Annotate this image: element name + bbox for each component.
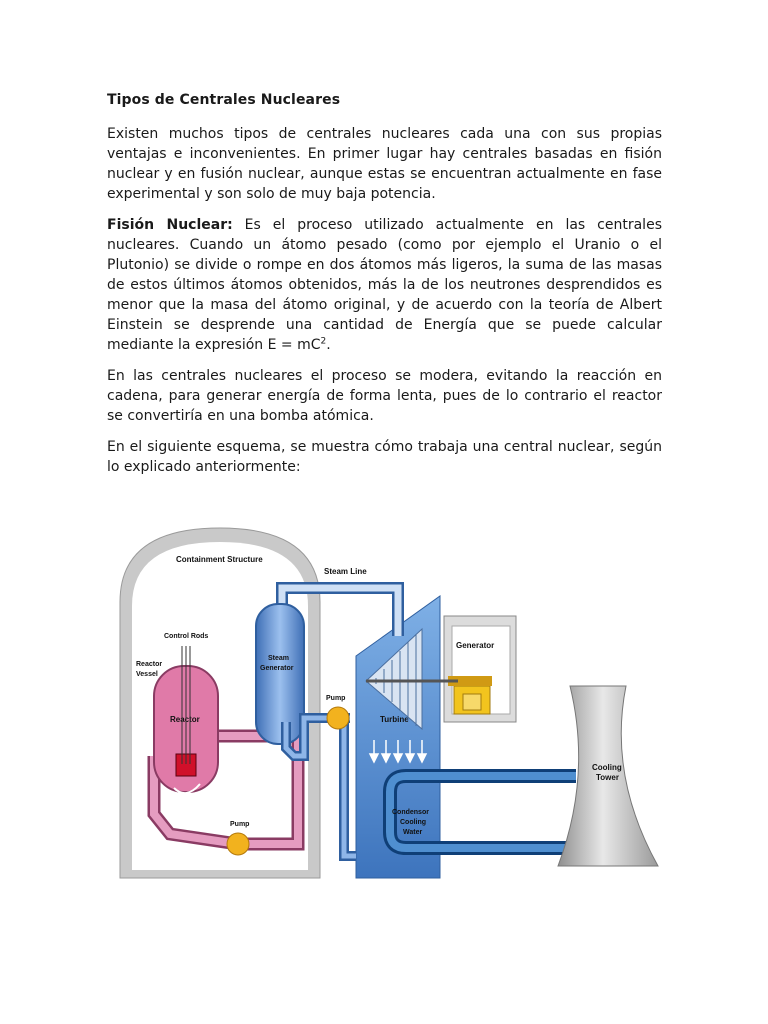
pump-bottom-icon bbox=[227, 833, 249, 855]
page-title: Tipos de Centrales Nucleares bbox=[107, 92, 341, 108]
reactor-label: Reactor bbox=[170, 715, 200, 724]
fission-paragraph bbox=[107, 215, 662, 355]
condenser-label-2: Cooling bbox=[400, 819, 427, 826]
generator-label: Generator bbox=[456, 641, 495, 650]
reactor-vessel-label-2: Vessel bbox=[136, 671, 158, 678]
pump-bottom-label: Pump bbox=[230, 821, 250, 828]
steam-generator-label-1: Steam bbox=[268, 655, 290, 662]
steam-generator bbox=[256, 604, 304, 744]
condenser-label-3: Water bbox=[403, 829, 423, 836]
cooling-tower-label-2: Tower bbox=[596, 773, 619, 782]
document-body bbox=[107, 92, 662, 488]
turbine-label: Turbine bbox=[380, 715, 409, 724]
intro-paragraph: Existen muchos tipos de centrales nucleares cada una con sus propias ventajas e inconvenientes. En primer lugar hay centrales basadas en fisión nuclear y en fusión nuclear, aunque estas se encuentran actualmente en fase experimental y son solo de muy baja potencia. bbox=[107, 126, 662, 202]
steam-line-label: Steam Line bbox=[324, 567, 367, 576]
containment-label: Containment Structure bbox=[176, 555, 263, 564]
nuclear-plant-diagram bbox=[118, 526, 663, 882]
fission-exponent: 2 bbox=[320, 336, 327, 347]
pump-top-label: Pump bbox=[326, 695, 346, 702]
fission-text: Es el proceso utilizado actualmente en las centrales nucleares. Cuando un átomo pesado (como por ejemplo el Uranio o el Plutonio) se divide o rompe en dos átomos más ligeros, la suma de las masas de estos últimos átomos obtenidos, más la de los neutrones desprendidos es menor que la masa del átomo original, y de acuerdo con la teoría de Albert Einstein se desprende una cantidad de Energía que se puede calcular mediante la expresión E = mC bbox=[107, 217, 662, 353]
moderation-paragraph: En las centrales nucleares el proceso se modera, evitando la reacción en cadena, para generar energía de forma lenta, pues de lo contrario el reactor se convertiría en una bomba atómica. bbox=[107, 368, 662, 424]
cooling-tower-label-1: Cooling bbox=[592, 763, 622, 772]
pump-top-icon bbox=[327, 707, 349, 729]
control-rods-label: Control Rods bbox=[164, 633, 209, 640]
scheme-intro-paragraph: En el siguiente esquema, se muestra cómo trabaja una central nuclear, según lo explicado anteriormente: bbox=[107, 439, 662, 475]
turbine-hall bbox=[356, 596, 440, 878]
fission-end: . bbox=[326, 337, 331, 353]
condenser-label-1: Condensor bbox=[392, 809, 429, 816]
reactor-vessel-label-1: Reactor bbox=[136, 661, 163, 668]
fission-term: Fisión Nuclear: bbox=[107, 217, 233, 233]
steam-generator-label-2: Generator bbox=[260, 665, 294, 672]
